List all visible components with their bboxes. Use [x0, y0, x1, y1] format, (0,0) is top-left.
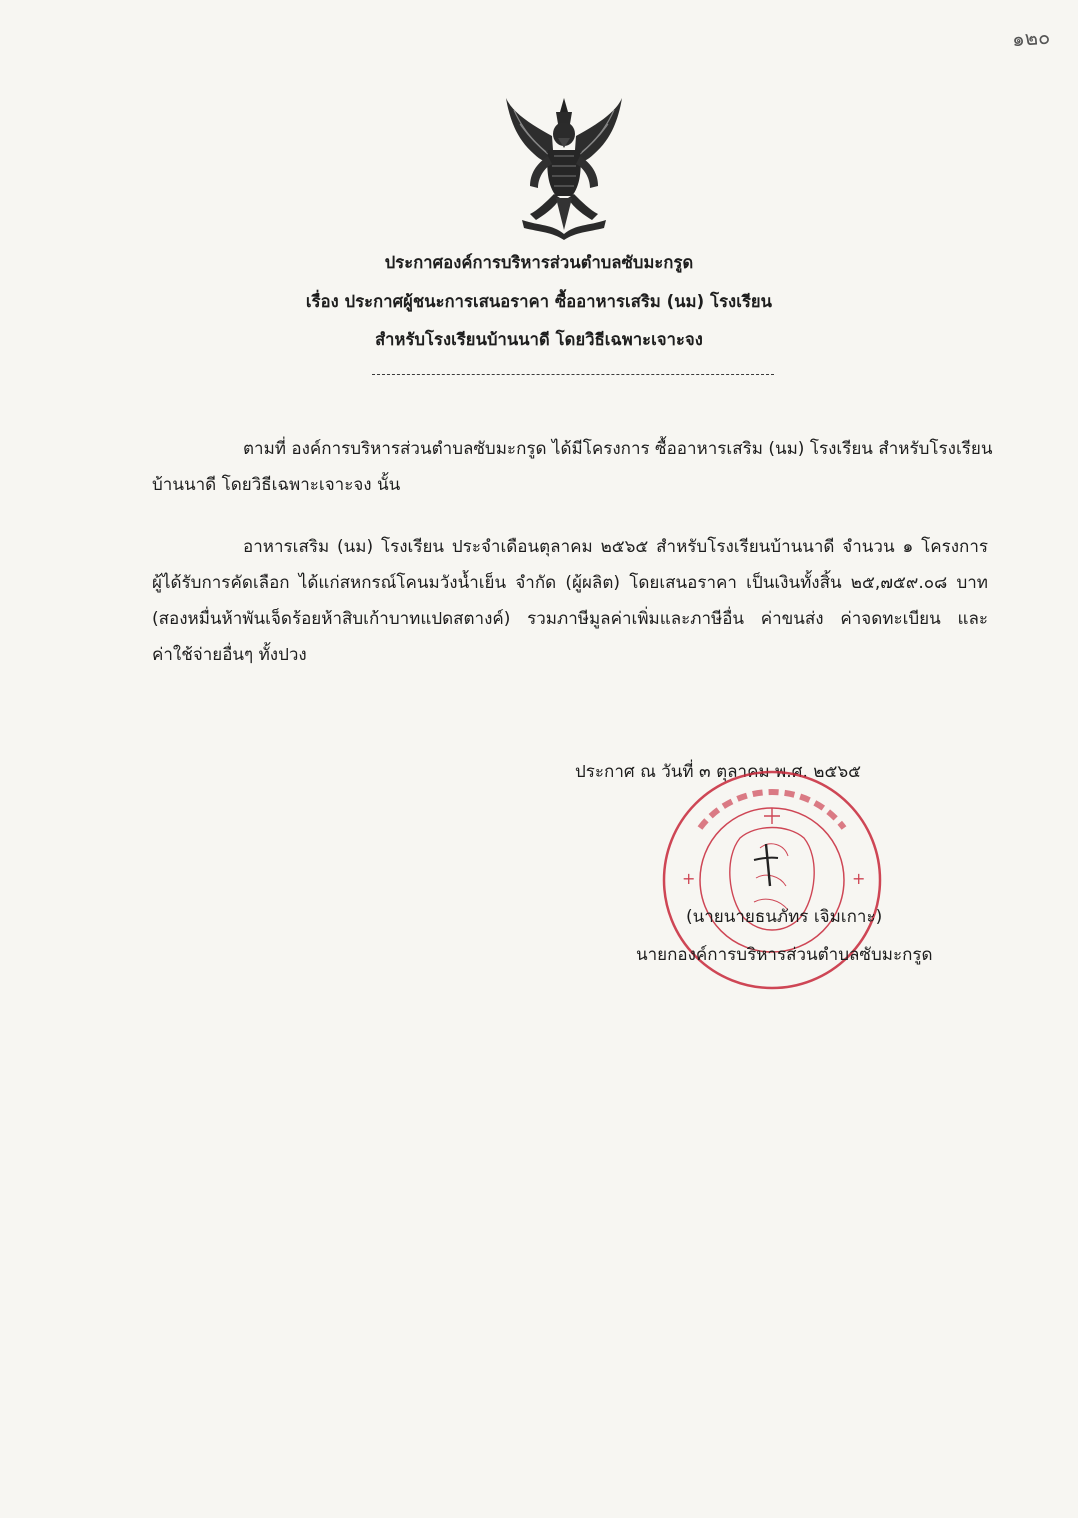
signer-position: นายกองค์การบริหารส่วนตำบลซับมะกรูด: [636, 945, 933, 965]
header-divider: [372, 374, 774, 375]
signer-name: (นายนายธนภัทร เจิมเกาะ): [686, 907, 883, 927]
announcement-subject: เรื่อง ประกาศผู้ชนะการเสนอราคา ซื้ออาหารเสริม (นม) โรงเรียน: [305, 292, 773, 311]
paragraph-1-line-1: ตามที่ องค์การบริหารส่วนตำบลซับมะกรูด ได้มีโครงการ ซื้ออาหารเสริม (นม) โรงเรียน สำหรับโรงเรียน: [243, 439, 993, 459]
svg-text:+: +: [852, 869, 866, 888]
announcement-subject-continued: สำหรับโรงเรียนบ้านนาดี โดยวิธีเฉพาะเจาะจง: [375, 330, 703, 349]
paragraph-2-line-3: (สองหมื่นห้าพันเจ็ดร้อยห้าสิบเก้าบาทแปดสตางค์) รวมภาษีมูลค่าเพิ่มและภาษีอื่น ค่าขนส่ง ค่าจดทะเบียน และ: [152, 609, 988, 629]
paragraph-2-line-1: อาหารเสริม (นม) โรงเรียน ประจำเดือนตุลาคม ๒๕๖๕ สำหรับโรงเรียนบ้านนาดี จำนวน ๑ โครงการ: [243, 537, 988, 557]
svg-text:+: +: [682, 869, 696, 888]
paragraph-2-line-4: ค่าใช้จ่ายอื่นๆ ทั้งปวง: [152, 645, 307, 665]
paragraph-2-line-2: ผู้ได้รับการคัดเลือก ได้แก่สหกรณ์โคนมวังน้ำเย็น จำกัด (ผู้ผลิต) โดยเสนอราคา เป็นเงินทั้งสิ้น ๒๕,๗๕๙.๐๘ บาท: [152, 573, 988, 593]
paragraph-1-line-2: บ้านนาดี โดยวิธีเฉพาะเจาะจง นั้น: [152, 475, 401, 495]
signature-icon: [736, 840, 796, 890]
announcement-date: ประกาศ ณ วันที่ ๓ ตุลาคม พ.ศ. ๒๕๖๕: [575, 762, 861, 782]
announcement-title: ประกาศองค์การบริหารส่วนตำบลซับมะกรูด: [384, 253, 694, 272]
page-number: ๑๒๐: [1011, 24, 1051, 52]
garuda-emblem-icon: [500, 94, 628, 244]
